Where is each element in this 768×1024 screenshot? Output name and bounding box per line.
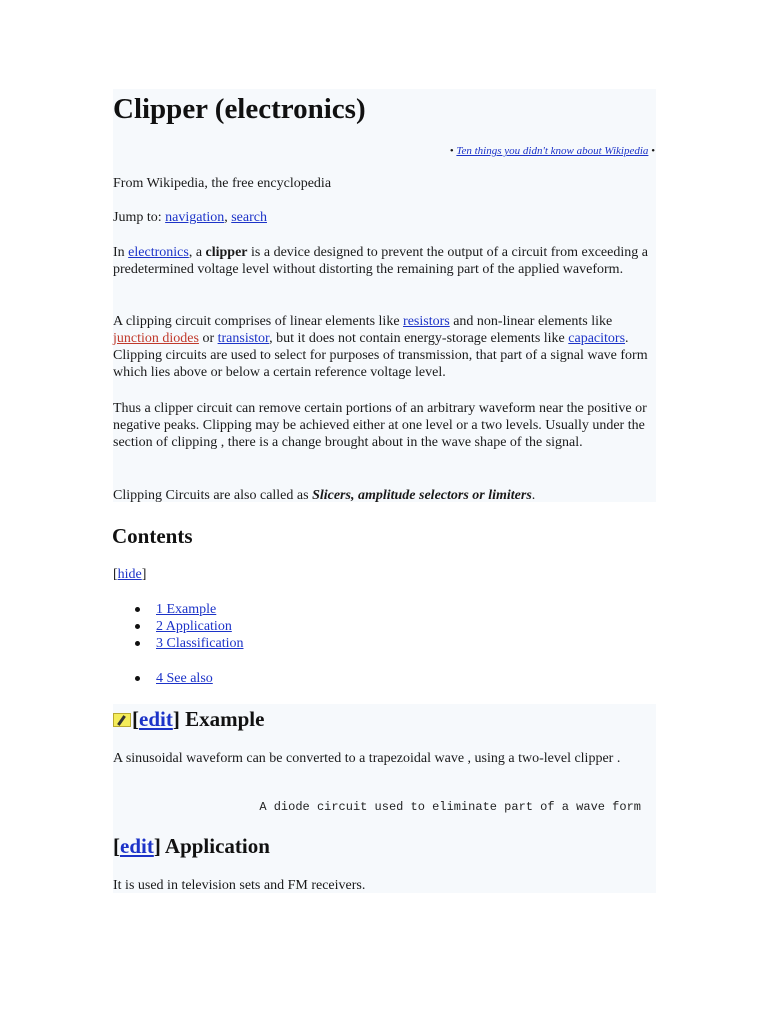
- sitenotice-bullet-right: •: [648, 145, 655, 157]
- example-paragraph: A sinusoidal waveform can be converted to a trapezoidal wave , using a two-level clipper .: [113, 751, 621, 766]
- toc-link-example[interactable]: 1 Example: [156, 602, 217, 617]
- site-subtitle: From Wikipedia, the free encyclopedia: [113, 176, 332, 191]
- application-edit-open-bracket: [: [113, 834, 120, 858]
- transistor-link[interactable]: transistor: [217, 331, 270, 346]
- toc-link-see-also[interactable]: 4 See also: [156, 671, 213, 686]
- p2-text-2: and non-linear elements like: [449, 314, 613, 329]
- article-section-panel: [113, 704, 656, 893]
- jump-to-search-link[interactable]: search: [231, 210, 267, 225]
- jump-to-links: [113, 209, 653, 226]
- intro-paragraph-4: [113, 487, 653, 504]
- toc-item: [156, 618, 556, 635]
- application-heading-text: ] Application: [153, 834, 270, 858]
- toc-link-application[interactable]: 2 Application: [156, 619, 232, 634]
- clipper-aliases: Slicers, amplitude selectors or limiters: [312, 488, 532, 503]
- toc-item: [156, 601, 556, 618]
- jump-to-separator: ,: [224, 210, 232, 225]
- resistors-link[interactable]: resistors: [403, 314, 450, 329]
- intro-paragraph-1: [113, 244, 653, 278]
- capacitors-link[interactable]: capacitors: [568, 331, 626, 346]
- p2-text-5: . Clipping circuits are used to select for purposes of transmission, that part of a signal wave form which lies above or below a certain reference voltage level.: [113, 331, 648, 380]
- jump-to-label: Jump to:: [113, 210, 166, 225]
- intro-paragraph-3: Thus a clipper circuit can remove certain portions of an arbitrary waveform near the positive or negative peaks. Clipping may be achieved either at one level or a two levels. Usually under the section of clipping , there is a change brought about in the wave shape of the signal.: [113, 401, 647, 450]
- p2-text-4: , but it does not contain energy-storage elements like: [269, 331, 569, 346]
- toc-item: [156, 670, 556, 687]
- p2-text-3: or: [198, 331, 218, 346]
- toc-close-bracket: ]: [141, 567, 147, 582]
- section-heading-example: [113, 706, 264, 732]
- edit-pencil-icon[interactable]: [113, 713, 131, 727]
- p2-text-1: A clipping circuit comprises of linear elements like: [113, 314, 404, 329]
- p4-text-2: .: [531, 488, 536, 503]
- toc-hide-link[interactable]: hide: [117, 567, 142, 582]
- p1-text-1: In: [113, 245, 129, 260]
- intro-paragraph-2: [113, 313, 653, 381]
- toc-toggle: [113, 566, 653, 583]
- p4-text-1: Clipping Circuits are also called as: [113, 488, 313, 503]
- example-heading-text: ] Example: [172, 707, 265, 731]
- sitenotice: [450, 143, 655, 160]
- jump-to-navigation-link[interactable]: navigation: [165, 210, 225, 225]
- application-edit-link[interactable]: edit: [120, 834, 154, 858]
- toc-list: [113, 601, 556, 687]
- toc-item: [156, 635, 556, 652]
- toc-open-bracket: [: [113, 567, 118, 582]
- p1-text-3: is a device designed to prevent the output of a circuit from exceeding a predetermined voltage level without distorting the remaining part of the applied waveform.: [113, 245, 648, 277]
- toc-link-classification[interactable]: 3 Classification: [156, 636, 244, 651]
- p1-text-2: , a: [188, 245, 206, 260]
- sitenotice-link[interactable]: Ten things you didn't know about Wikipedia: [456, 145, 649, 157]
- example-edit-link[interactable]: edit: [139, 707, 173, 731]
- junction-diodes-link[interactable]: junction diodes: [113, 331, 199, 346]
- application-paragraph: It is used in television sets and FM receivers.: [113, 878, 366, 893]
- clipper-term: clipper: [205, 245, 248, 260]
- sitenotice-bullet-left: •: [449, 145, 457, 157]
- example-edit-open-bracket: [: [132, 707, 139, 731]
- figure-caption-text: A diode circuit used to eliminate part of a wave form: [259, 800, 641, 814]
- section-heading-application: [113, 833, 270, 859]
- electronics-link[interactable]: electronics: [128, 245, 189, 260]
- page-title: Clipper (electronics): [113, 93, 366, 125]
- toc-title: Contents: [112, 524, 193, 548]
